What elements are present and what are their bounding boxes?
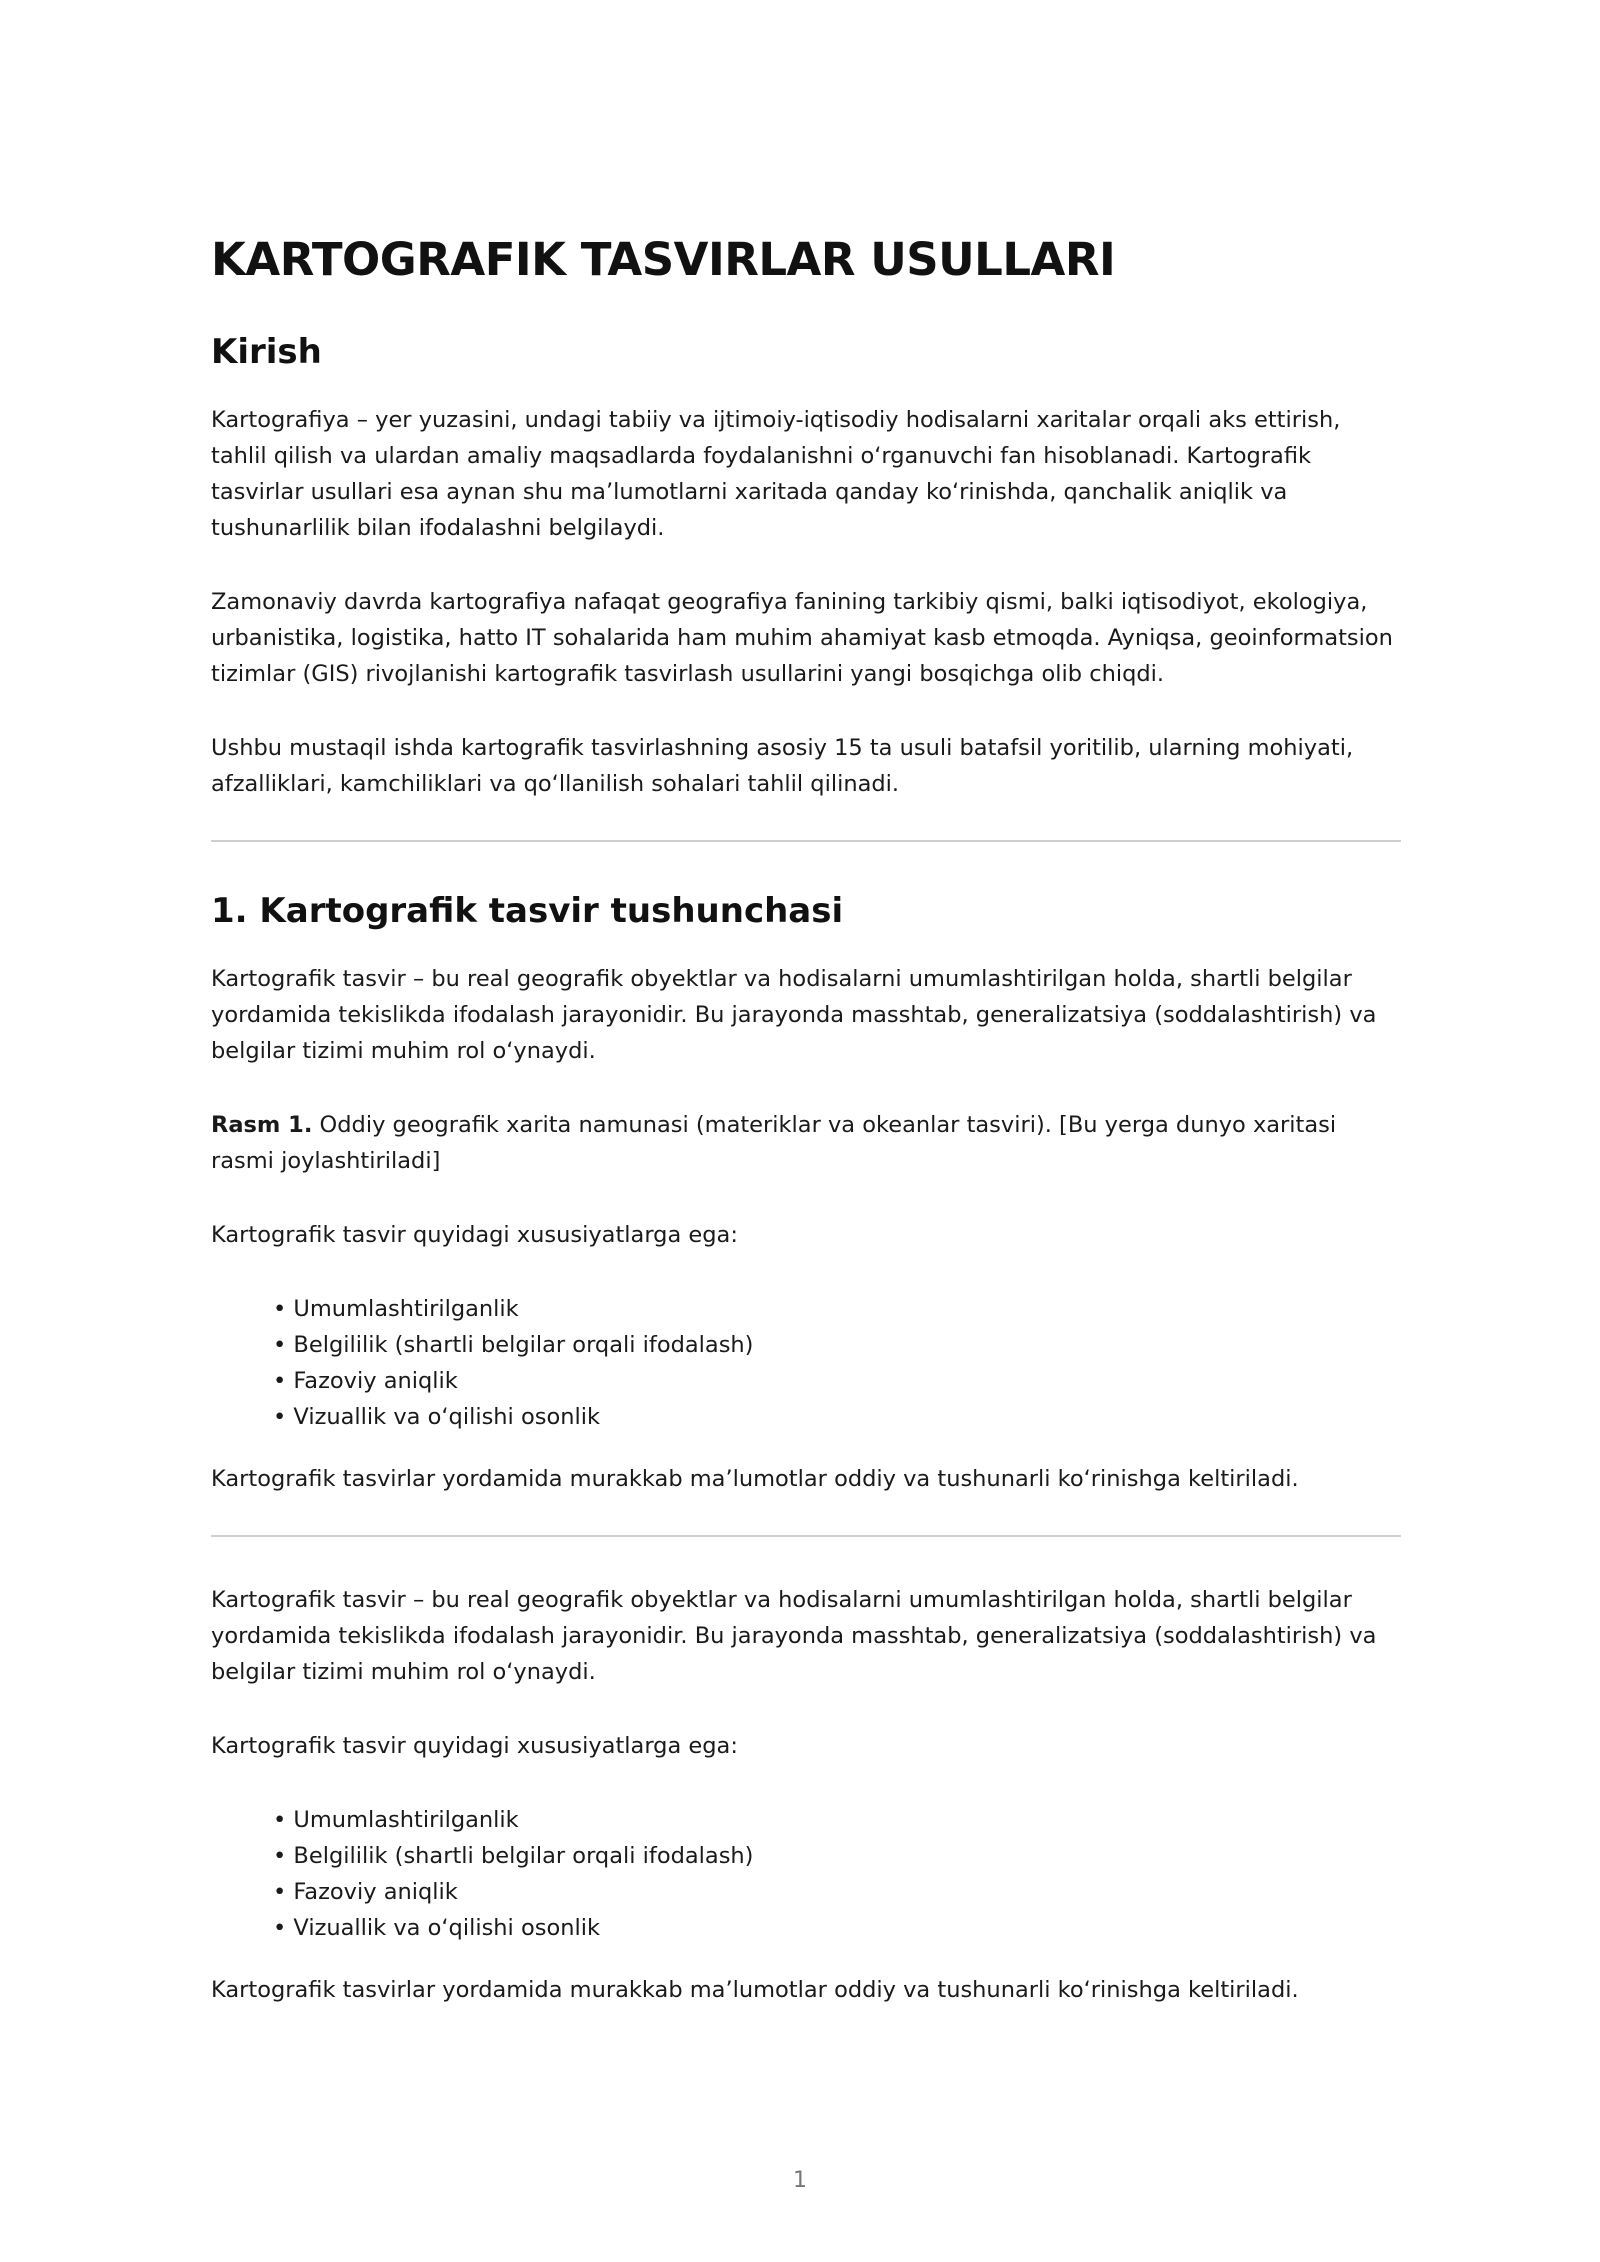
- list-item: • Belgililik (shartli belgilar orqali ifodalash): [273, 1332, 754, 1358]
- repeat-features-intro: Kartografik tasvir quyidagi xususiyatlarga ega:: [211, 1733, 738, 1759]
- page-number: 1: [793, 2168, 807, 2193]
- list-item: • Vizuallik va o‘qilishi osonlik: [273, 1915, 601, 1941]
- figure-caption-label: Rasm 1.: [211, 1112, 313, 1138]
- section1-definition: Kartografik tasvir – bu real geografik obyektlar va hodisalarni umumlashtirilgan holda, shartli belgilar yordamida tekislikda ifodalash jarayonidir. Bu jarayonda masshtab, generalizatsiya (soddalashtirish) va belgilar tizimi muhim rol o‘ynaydi.: [211, 966, 1377, 1064]
- section1-features-intro: Kartografik tasvir quyidagi xususiyatlarga ega:: [211, 1222, 738, 1248]
- section1-heading: 1. Kartografik tasvir tushunchasi: [211, 891, 844, 931]
- intro-paragraph-3: Ushbu mustaqil ishda kartografik tasvirlashning asosiy 15 ta usuli batafsil yoritilib, ularning mohiyati, afzalliklari, kamchiliklari va qo‘llanilish sohalari tahlil qilinadi.: [211, 735, 1354, 797]
- section-divider: [211, 840, 1401, 842]
- figure-caption: [211, 1107, 1401, 1179]
- intro-paragraph-2: Zamonaviy davrda kartografiya nafaqat geografiya fanining tarkibiy qismi, balki iqtisodiyot, ekologiya, urbanistika, logistika, hatto IT sohalarida ham muhim ahamiyat kasb etmoqda. Ayniqsa, geoinformatsion tizimlar (GIS) rivojlanishi kartografik tasvirlash usullarini yangi bosqichga olib chiqdi.: [211, 589, 1393, 687]
- repeat-features-list: [211, 1802, 1401, 1946]
- document-title: KARTOGRAFIK TASVIRLAR USULLARI: [211, 233, 1116, 286]
- section1-conclusion: Kartografik tasvirlar yordamida murakkab ma’lumotlar oddiy va tushunarli ko‘rinishga keltiriladi.: [211, 1466, 1299, 1492]
- figure-caption-text: Oddiy geografik xarita namunasi (materiklar va okeanlar tasviri). [Bu yerga dunyo xaritasi rasmi joylashtiriladi]: [211, 1112, 1337, 1174]
- intro-heading: Kirish: [211, 332, 322, 372]
- repeat-definition: Kartografik tasvir – bu real geografik obyektlar va hodisalarni umumlashtirilgan holda, shartli belgilar yordamida tekislikda ifodalash jarayonidir. Bu jarayonda masshtab, generalizatsiya (soddalashtirish) va belgilar tizimi muhim rol o‘ynaydi.: [211, 1587, 1377, 1685]
- section1-features-list: [211, 1291, 1401, 1435]
- list-item: • Fazoviy aniqlik: [273, 1368, 458, 1394]
- list-item: • Belgililik (shartli belgilar orqali ifodalash): [273, 1843, 754, 1869]
- list-item: • Fazoviy aniqlik: [273, 1879, 458, 1905]
- document-page: [211, 232, 1401, 2046]
- list-item: • Umumlashtirilganlik: [273, 1807, 519, 1833]
- intro-paragraph-1: Kartografiya – yer yuzasini, undagi tabiiy va ijtimoiy-iqtisodiy hodisalarni xaritalar orqali aks ettirish, tahlil qilish va ulardan amaliy maqsadlarda foydalanishni o‘rganuvchi fan hisoblanadi. Kartografik tasvirlar usullari esa aynan shu ma’lumotlarni xaritada qanday ko‘rinishda, qanchalik aniqlik va tushunarlilik bilan ifodalashni belgilaydi.: [211, 407, 1341, 541]
- section-divider: [211, 1535, 1401, 1537]
- repeat-conclusion: Kartografik tasvirlar yordamida murakkab ma’lumotlar oddiy va tushunarli ko‘rinishga keltiriladi.: [211, 1977, 1299, 2003]
- list-item: • Vizuallik va o‘qilishi osonlik: [273, 1404, 601, 1430]
- list-item: • Umumlashtirilganlik: [273, 1296, 519, 1322]
